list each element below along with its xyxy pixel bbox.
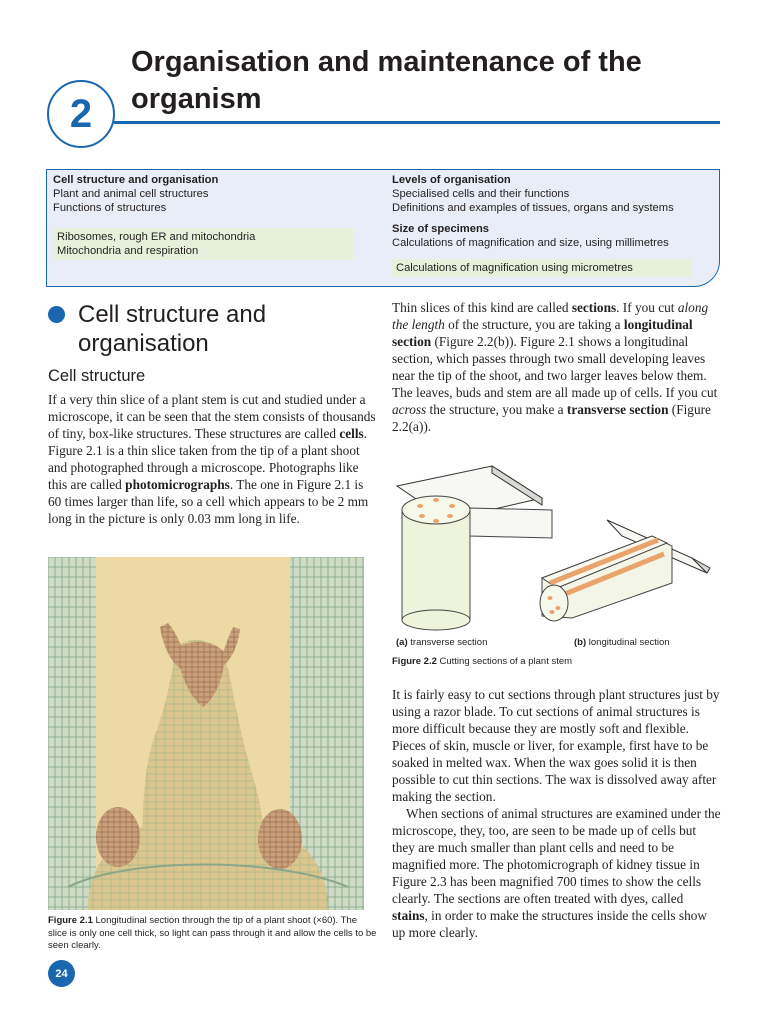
left-column bbox=[48, 300, 378, 527]
label-transverse-section bbox=[396, 637, 487, 650]
overview-extension-line: Ribosomes, rough ER and mitochondria bbox=[57, 230, 256, 243]
figure-label: Figure 2.1 bbox=[48, 915, 93, 926]
overview-line: Calculations of magnification and size, using millimetres bbox=[392, 236, 669, 249]
text-run: the structure, you make a bbox=[426, 402, 567, 417]
body-paragraph bbox=[392, 805, 722, 941]
text-run: , in order to make the structures inside the cells show up more clearly. bbox=[392, 908, 708, 940]
key-term: photomicrographs bbox=[125, 477, 230, 492]
photomicrograph-image bbox=[48, 557, 364, 910]
section-bullet-icon bbox=[48, 306, 65, 323]
page-number: 24 bbox=[48, 960, 75, 987]
text-run: (Figure 2.2(a)). bbox=[392, 402, 711, 434]
right-column-bottom bbox=[392, 686, 722, 941]
section-heading bbox=[48, 300, 378, 358]
figure-2-2-diagram bbox=[392, 458, 722, 633]
right-column-top bbox=[392, 299, 722, 435]
key-term: sections bbox=[571, 300, 617, 315]
key-term: transverse section bbox=[566, 402, 669, 417]
text-run: (Figure 2.2(b)). Figure 2.1 shows a longitudinal section, which passes through two small developing leaves near the tip of the shoot, and two larger leaves below them. The leaves, buds and stem are all made up of cells. If you cut bbox=[392, 334, 718, 400]
body-paragraph: It is fairly easy to cut sections through plant structures just by using a razor blade. To cut sections of animal structures is more difficult because they are mostly soft and flexible. Pieces of skin, muscle or liver, for example, first have to be soaked in melted wax. When the wax goes solid it is then possible to cut thin sections. The wax is dissolved away after making the section. bbox=[392, 687, 720, 804]
body-paragraph bbox=[392, 299, 722, 435]
title-rule bbox=[114, 121, 720, 124]
overview-extension-box bbox=[392, 259, 692, 277]
overview-heading: Levels of organisation bbox=[392, 174, 511, 186]
sublabel-text: transverse section bbox=[407, 637, 488, 648]
key-term: stains bbox=[392, 908, 425, 923]
overview-extension-box bbox=[53, 228, 353, 260]
text-run: When sections of animal structures are examined under the microscope, they, too, are seen to be made up of cells but they are much smaller than plant cells and need to be magnified more. The photomicrograph of kidney tissue in Figure 2.3 has been magnified 700 times to show the cells clearly. The sections are often treated with dyes, called bbox=[392, 806, 721, 906]
overview-line: Specialised cells and their functions bbox=[392, 188, 570, 201]
text-run: . If you cut bbox=[616, 300, 678, 315]
figure-label: Figure 2.2 bbox=[392, 656, 437, 667]
overview-right-column bbox=[392, 173, 692, 277]
label-longitudinal-section bbox=[574, 637, 670, 650]
cutting-sections-illustration bbox=[392, 458, 722, 633]
overview-heading: Cell structure and organisation bbox=[53, 174, 219, 186]
overview-line: Definitions and examples of tissues, organs and systems bbox=[392, 202, 674, 215]
figure-2-1-caption bbox=[48, 915, 378, 953]
body-paragraph bbox=[48, 391, 378, 527]
overview-line: Functions of structures bbox=[53, 202, 167, 215]
text-run: . Figure 2.1 is a thin slice taken from the tip of a plant shoot and photographed through a microscope. Photographs like this are called bbox=[48, 426, 368, 492]
key-term: cells bbox=[339, 426, 364, 441]
chapter-number: 2 bbox=[69, 91, 93, 136]
chapter-overview-box bbox=[46, 169, 720, 287]
sublabel-text: longitudinal section bbox=[586, 637, 670, 648]
sublabel-tag: (a) bbox=[396, 637, 408, 648]
caption-text bbox=[48, 915, 378, 953]
chapter-number-badge bbox=[47, 80, 115, 148]
section-heading-text: Cell structure and organisation bbox=[78, 301, 267, 357]
text-run: of the structure, you are taking a bbox=[444, 317, 624, 332]
sublabel-tag: (b) bbox=[574, 637, 587, 648]
subsection-heading: Cell structure bbox=[48, 367, 146, 385]
key-term: longitudinal section bbox=[392, 317, 693, 349]
overview-left-column bbox=[53, 173, 353, 260]
text-run: . The one in Figure 2.1 is 60 times larger than life, so a cell which appears to be 2 mm long in the picture is only 0.03 mm long in life. bbox=[48, 477, 369, 526]
caption-body: Longitudinal section through the tip of a plant shoot (×60). The slice is only one cell thick, so light can pass through it and allow the cells to be seen clearly. bbox=[48, 915, 377, 951]
text-run: If a very thin slice of a plant stem is cut and studied under a microscope, it can be seen that the stem consists of thousands of tiny, box-like structures. These structures are called bbox=[48, 392, 376, 441]
overview-extension-line: Calculations of magnification using micrometres bbox=[396, 262, 633, 275]
overview-heading: Size of specimens bbox=[392, 222, 489, 235]
figure-2-2-caption bbox=[392, 656, 572, 669]
overview-extension-line: Mitochondria and respiration bbox=[57, 244, 199, 257]
chapter-title: Organisation and maintenance of the organism bbox=[131, 46, 642, 115]
overview-line: Plant and animal cell structures bbox=[53, 188, 209, 201]
caption-body: Cutting sections of a plant stem bbox=[436, 656, 573, 667]
emphasis: along the length bbox=[392, 300, 709, 332]
shoot-tip-photomicrograph bbox=[48, 557, 364, 910]
emphasis: across bbox=[392, 402, 427, 417]
text-run: Thin slices of this kind are called bbox=[392, 300, 572, 315]
